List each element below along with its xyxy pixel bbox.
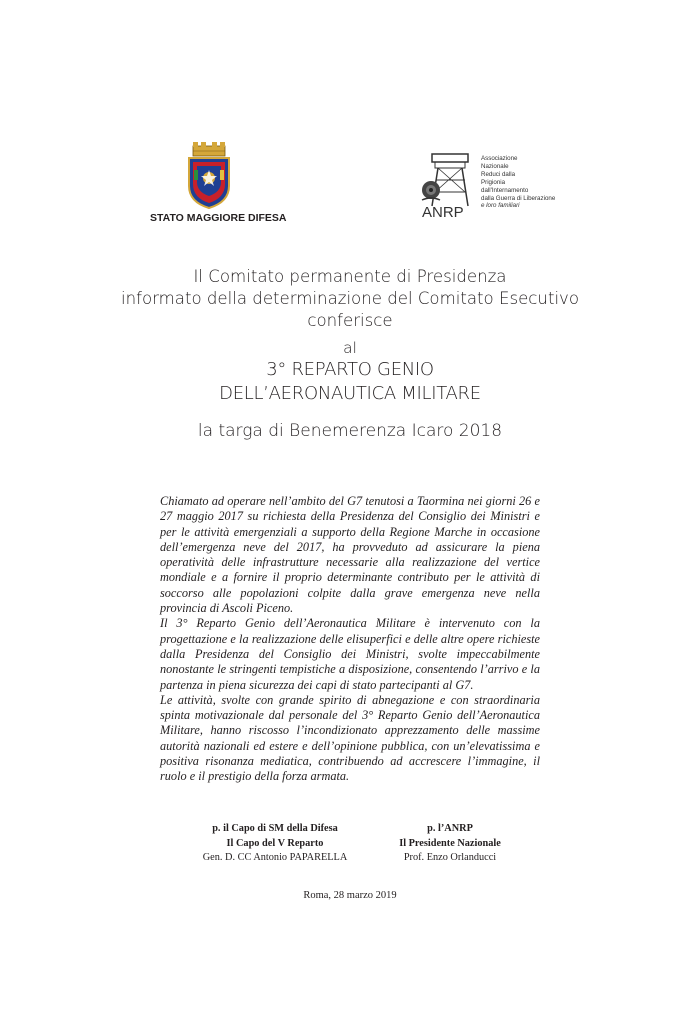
award-title: la targa di Benemerenza Icaro 2018 bbox=[197, 421, 503, 441]
signature-right bbox=[375, 822, 525, 866]
recipient-unit-line-2: DELL’AERONAUTICA MILITARE bbox=[219, 383, 481, 404]
coat-of-arms-icon bbox=[183, 140, 235, 210]
recipient-unit-line-1: 3° REPARTO GENIO bbox=[266, 359, 434, 380]
anrp-association-text bbox=[481, 155, 555, 210]
logo-left-caption: STATO MAGGIORE DIFESA bbox=[150, 212, 287, 224]
assoc-line: e loro familiari bbox=[481, 202, 520, 210]
signature-left-name: Gen. D. CC Antonio PAPARELLA bbox=[202, 852, 348, 863]
assoc-line: Nazionale bbox=[481, 162, 509, 170]
signature-right-line-1: p. l’ANRP bbox=[427, 823, 473, 834]
citation-paragraph: Le attività, svolte con grande spirito di abnegazione e con straordinaria spinta motivazionale dal personale del 3° Reparto Genio dell’Aeronautica Militare, hanno riscosso l’incondizionato apprezzamento delle massime autorità nazionali ed estere e dell’opinione pubblica, con un’elevatissima e positiva risonanza mediatica, contribuendo ad accrescere l’immagine, il ruolo e il prestigio della forza armata. bbox=[160, 692, 540, 784]
header-line-3: conferisce bbox=[307, 311, 393, 330]
signature-right-line-2: Il Presidente Nazionale bbox=[399, 837, 501, 849]
watchtower-rose-icon bbox=[418, 152, 480, 207]
assoc-line: dalla Guerra di Liberazione bbox=[481, 194, 556, 202]
document-date: Roma, 28 marzo 2019 bbox=[303, 890, 397, 901]
header-line-1: Il Comitato permanente di Presidenza bbox=[193, 267, 507, 286]
citation-paragraph: Il 3° Reparto Genio dell’Aeronautica Militare è intervenuto con la progettazione e la realizzazione delle elisuperfici e delle altre opere richieste dalla Presidenza del Consiglio dei Ministri, svolte impeccabilmente nonostante le stringenti tempistiche a disposizione, consentendo l’arrivo e la partenza in piena sicurezza dei capi di stato partecipanti al G7. bbox=[160, 616, 540, 692]
assoc-line: Associazione bbox=[481, 155, 518, 162]
citation-text bbox=[160, 494, 540, 785]
assoc-line: Reduci dalla bbox=[481, 170, 516, 178]
signature-left bbox=[190, 822, 360, 866]
award-header bbox=[0, 266, 700, 442]
signature-right-name: Prof. Enzo Orlanducci bbox=[403, 852, 497, 863]
assoc-line: Prigionia bbox=[481, 178, 506, 186]
header-line-2: informato della determinazione del Comitato Esecutivo bbox=[120, 289, 580, 308]
anrp-abbrev: ANRP bbox=[422, 204, 464, 221]
stato-maggiore-difesa-logo bbox=[150, 140, 287, 224]
assoc-line: dall'Internamento bbox=[481, 186, 529, 194]
signature-left-line-2: Il Capo del V Reparto bbox=[226, 837, 324, 849]
signature-left-line-1: p. il Capo di SM della Difesa bbox=[212, 823, 338, 834]
anrp-logo bbox=[418, 152, 568, 232]
citation-paragraph: Chiamato ad operare nell’ambito del G7 tenutosi a Taormina nei giorni 26 e 27 maggio 2017 su richiesta della Presidenza del Consiglio dei Ministri e per le attività emergenziali a supporto della Regione Marche in occasione dell’emergenza neve del 2017, ha provveduto ad assicurare la piena operatività delle infrastrutture necessarie alla realizzazione del vertice mondiale e a fornire il proprio determinante contributo per le attività di soccorso alle popolazioni colpite dalla grave emergenza neve nella provincia di Ascoli Piceno. bbox=[160, 494, 540, 616]
header-al: al bbox=[343, 339, 357, 357]
